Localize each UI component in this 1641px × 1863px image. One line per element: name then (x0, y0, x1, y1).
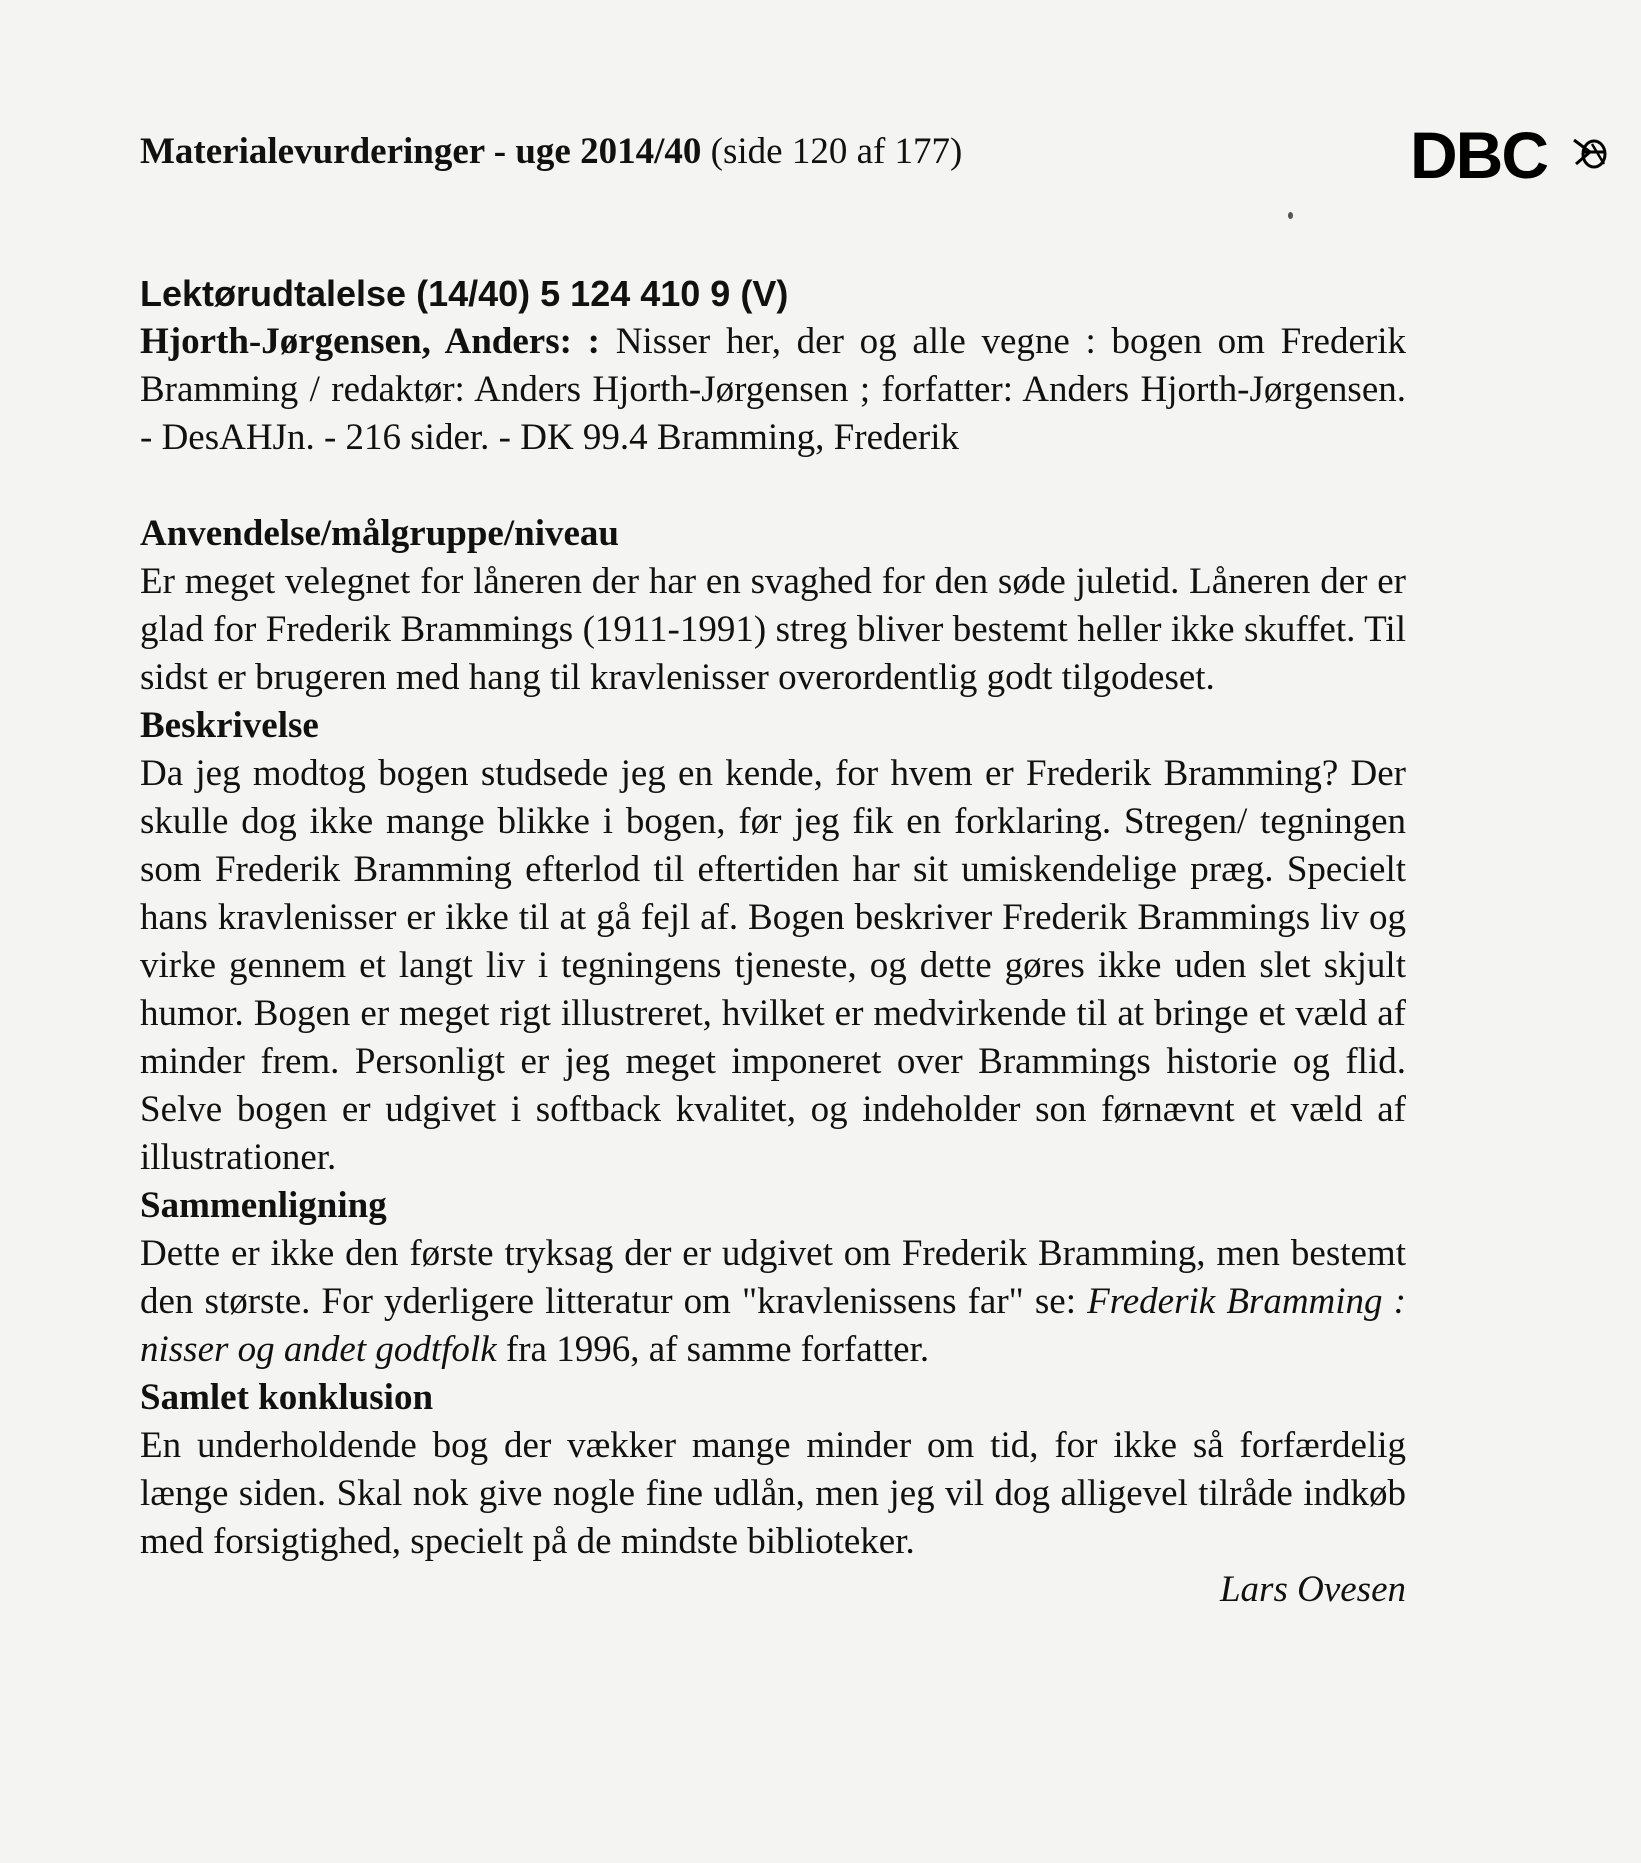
dbc-logo (1410, 118, 1610, 192)
section-text-anvendelse: Er meget velegnet for låneren der har en svaghed for den søde juletid. Låneren der er glad for Frederik Brammings (1911-1991) streg bliver bestemt heller ikke skuffet. Til sidst er brugeren med hang til kravlenisser overordentlig godt tilgodeset. (140, 561, 1406, 698)
reviewer-signature: Lars Ovesen (1219, 1569, 1406, 1610)
record-details: Nisser her, der og alle vegne : bogen om Frederik Bramming / redaktør: Anders Hjorth-Jørgensen ; forfatter: Anders Hjorth-Jørgensen. - DesAHJn. - 216 sider. - DK 99.4 Bramming, Frederik (140, 321, 1406, 458)
section-heading-sammenligning: Sammenligning (140, 1185, 387, 1226)
section-text-sammenligning (140, 1230, 1406, 1374)
record-author: Hjorth-Jørgensen, Anders: : (140, 321, 600, 362)
review-content (140, 270, 1406, 1614)
review-heading: Lektørudtalelse (14/40) 5 124 410 9 (V) (140, 273, 789, 314)
section-heading-konklusion: Samlet konklusion (140, 1377, 434, 1418)
header-page-info: (side 120 af 177) (710, 131, 963, 172)
logo-emblem-icon (1570, 130, 1610, 174)
comparison-text-end: fra 1996, af samme forfatter. (496, 1329, 930, 1370)
section-text-konklusion: En underholdende bog der vækker mange minder om tid, for ikke så forfærdelig længe siden. Skal nok give nogle fine udlån, men jeg vil dog alligevel tilråde indkøb med forsigtighed, specielt på de mindste biblioteker. (140, 1425, 1406, 1562)
page-header (140, 128, 962, 176)
comparison-book-title: Frederik Bramming : nisser og andet godtfolk (140, 1281, 1406, 1370)
scan-speck (1288, 212, 1293, 219)
section-heading-beskrivelse: Beskrivelse (140, 705, 319, 746)
section-text-beskrivelse: Da jeg modtog bogen studsede jeg en kende, for hvem er Frederik Bramming? Der skulle dog ikke mange blikke i bogen, før jeg fik en forklaring. Stregen/ tegningen som Frederik Bramming efterlod til eftertiden har sit umiskendelige præg. Specielt hans kravlenisser er ikke til at gå fejl af. Bogen beskriver Frederik Brammings liv og virke gennem et langt liv i tegningens tjeneste, og dette gøres ikke uden slet skjult humor. Bogen er meget rigt illustreret, hvilket er medvirkende til at bringe et væld af minder frem. Personligt er jeg meget imponeret over Brammings historie og flid. Selve bogen er udgivet i softback kvalitet, og indeholder son førnævnt et væld af illustrationer. (140, 753, 1406, 1178)
section-heading-anvendelse: Anvendelse/målgruppe/niveau (140, 513, 619, 554)
bibliographic-record (140, 318, 1406, 462)
header-title: Materialevurderinger - uge 2014/40 (140, 131, 702, 172)
comparison-text-start: Dette er ikke den første tryksag der er udgivet om Frederik Bramming, men bestemt den største. For yderligere litteratur om "kravlenissens far" se: (140, 1233, 1406, 1322)
logo-wordmark: DBC (1410, 118, 1547, 192)
